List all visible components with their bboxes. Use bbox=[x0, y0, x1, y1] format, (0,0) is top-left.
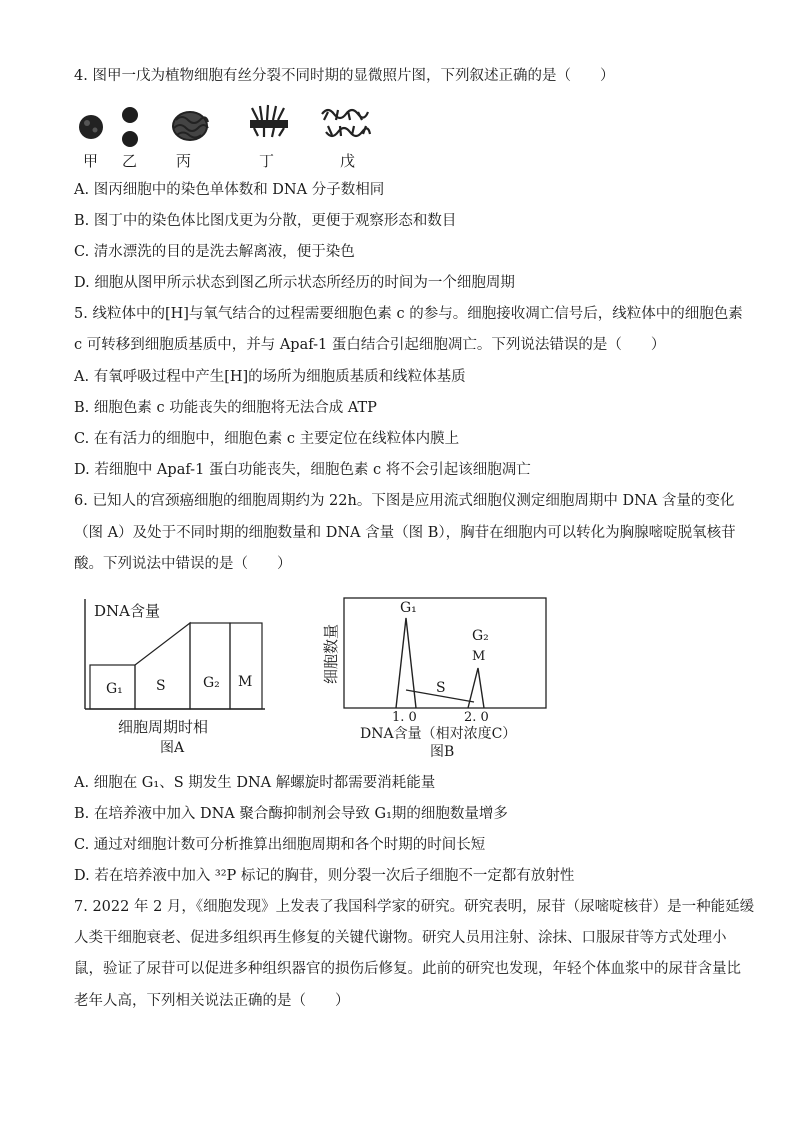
cell-ding-image bbox=[250, 105, 288, 137]
fig-b-caption: 图B bbox=[430, 744, 455, 760]
cell-label-wu: 戊 bbox=[340, 152, 356, 170]
fig-b-tick-1: 1. 0 bbox=[392, 710, 417, 725]
q6-option-d: D. 若在培养液中加入 ³²P 标记的胸苷，则分裂一次后子细胞不一定都有放射性 bbox=[74, 868, 575, 884]
fig-b-tick-2: 2. 0 bbox=[464, 710, 489, 725]
q7-stem-line-2: 人类干细胞衰老、促进多组织再生修复的关键代谢物。研究人员用注射、涂抹、口服尿苷等方式处理小 bbox=[74, 930, 727, 946]
cell-yi-image bbox=[122, 107, 138, 147]
q4-stem: 4. 图甲一戊为植物细胞有丝分裂不同时期的显微照片图，下列叙述正确的是（ ） bbox=[74, 68, 615, 84]
fig-b-peak-g2: G₂ bbox=[472, 628, 489, 644]
q6-stem-line-2: （图 A）及处于不同时期的细胞数量和 DNA 含量（图 B），胸苷在细胞内可以转化为胸腺嘧啶脱氧核苷 bbox=[74, 525, 736, 541]
fig-a-phase-m: M bbox=[238, 674, 253, 690]
fig-a-phase-g2: G₂ bbox=[203, 675, 220, 691]
q6-option-b: B. 在培养液中加入 DNA 聚合酶抑制剂会导致 G₁期的细胞数量增多 bbox=[74, 806, 508, 822]
q5-option-b: B. 细胞色素 c 功能丧失的细胞将无法合成 ATP bbox=[74, 400, 377, 416]
fig-b-s-label: S bbox=[436, 680, 446, 696]
cell-label-ding: 丁 bbox=[259, 152, 275, 170]
q5-option-c: C. 在有活力的细胞中，细胞色素 c 主要定位在线粒体内膜上 bbox=[74, 431, 460, 447]
cell-label-bing: 丙 bbox=[176, 152, 192, 170]
cell-jia-image bbox=[79, 115, 103, 139]
fig-a-ylabel: DNA含量 bbox=[94, 602, 160, 620]
q5-stem-line-1: 5. 线粒体中的[H]与氧气结合的过程需要细胞色素 c 的参与。细胞接收凋亡信号后，线粒体中的细胞色素 bbox=[74, 306, 743, 322]
q6-figure-b bbox=[318, 594, 548, 764]
cell-label-jia: 甲 bbox=[83, 152, 99, 170]
q4-option-c: C. 清水漂洗的目的是洗去解离液，便于染色 bbox=[74, 244, 355, 260]
q6-stem-line-3: 酸。下列说法中错误的是（ ） bbox=[74, 556, 292, 572]
q6-figure-a bbox=[80, 594, 280, 764]
q5-stem-line-2: c 可转移到细胞质基质中，并与 Apaf-1 蛋白结合引起细胞凋亡。下列说法错误的是（ ） bbox=[74, 337, 666, 353]
q4-option-d: D. 细胞从图甲所示状态到图乙所示状态所经历的时间为一个细胞周期 bbox=[74, 275, 515, 291]
fig-b-ylabel: 细胞数量 bbox=[322, 623, 340, 684]
q7-stem-line-4: 老年人高，下列相关说法正确的是（ ） bbox=[74, 993, 350, 1009]
cell-label-yi: 乙 bbox=[122, 152, 138, 170]
fig-b-peak-g1: G₁ bbox=[400, 600, 417, 616]
q6-option-a: A. 细胞在 G₁、S 期发生 DNA 解螺旋时都需要消耗能量 bbox=[74, 775, 436, 791]
q4-option-a: A. 图丙细胞中的染色单体数和 DNA 分子数相同 bbox=[74, 182, 385, 198]
fig-a-phase-s: S bbox=[156, 678, 166, 694]
cell-wu-image bbox=[322, 110, 370, 136]
cell-bing-image bbox=[173, 112, 208, 140]
q4-option-b: B. 图丁中的染色体比图戊更为分散，更便于观察形态和数目 bbox=[74, 213, 457, 229]
q5-option-d: D. 若细胞中 Apaf-1 蛋白功能丧失，细胞色素 c 将不会引起该细胞凋亡 bbox=[74, 462, 531, 478]
fig-a-xlabel: 细胞周期时相 bbox=[118, 718, 209, 736]
fig-b-peak-m: M bbox=[472, 649, 486, 664]
q6-stem-line-1: 6. 已知人的宫颈癌细胞的细胞周期约为 22h。下图是应用流式细胞仪测定细胞周期中 DNA 含量的变化 bbox=[74, 493, 735, 509]
q7-stem-line-1: 7. 2022 年 2 月，《细胞发现》上发表了我国科学家的研究。研究表明，尿苷（尿嘧啶核苷）是一种能延缓 bbox=[74, 899, 755, 915]
fig-a-phase-g1: G₁ bbox=[106, 681, 123, 697]
fig-b-xlabel: DNA含量（相对浓度C） bbox=[360, 726, 517, 742]
q4-cell-micrographs bbox=[70, 96, 410, 176]
q7-stem-line-3: 鼠，验证了尿苷可以促进多种组织器官的损伤后修复。此前的研究也发现，年轻个体血浆中的尿苷含量比 bbox=[74, 961, 741, 977]
q5-option-a: A. 有氧呼吸过程中产生[H]的场所为细胞质基质和线粒体基质 bbox=[74, 369, 466, 385]
q6-option-c: C. 通过对细胞计数可分析推算出细胞周期和各个时期的时间长短 bbox=[74, 837, 486, 853]
fig-a-caption: 图A bbox=[160, 740, 185, 756]
